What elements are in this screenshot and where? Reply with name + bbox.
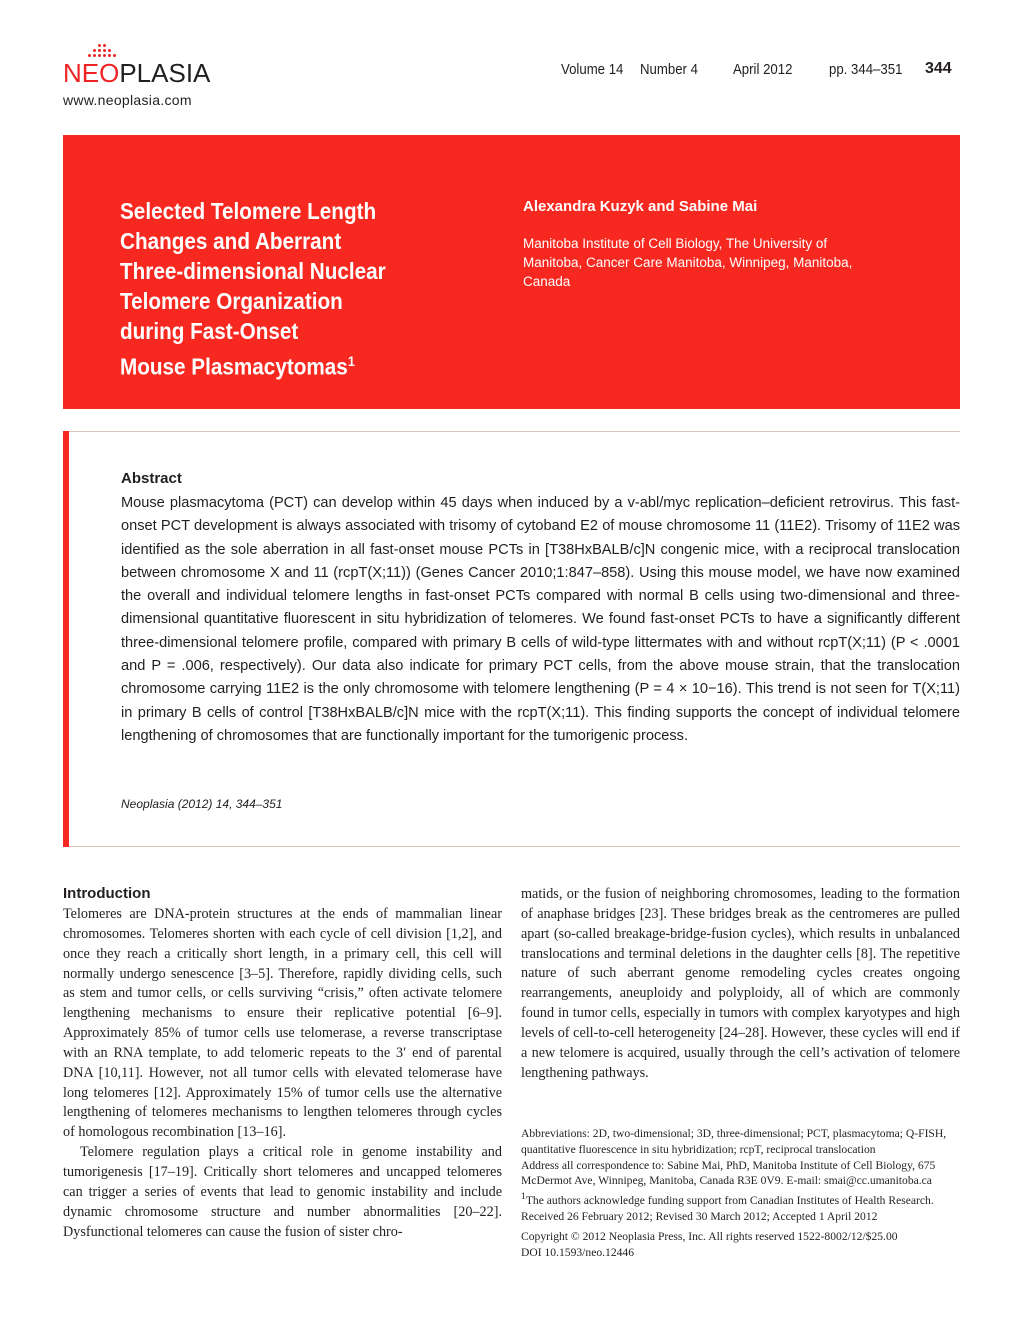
logo-dot [103,49,106,52]
page-range: pp. 344–351 [829,61,903,78]
title-line: Mouse Plasmacytomas$^1$ [120,353,355,380]
footnotes [521,1126,960,1225]
issue-date: April 2012 [733,61,793,78]
logo-dot [93,49,96,52]
abstract-divider-bottom [69,846,960,847]
abstract-heading: Abstract [121,470,182,487]
logo-dot [88,54,91,57]
logo-dot [113,54,116,57]
doi[interactable]: DOI 10.1593/neo.12446 [521,1245,635,1259]
abbreviations: Abbreviations: 2D, two-dimensional; 3D, three-dimensional; PCT, plasmacytoma; Q-FISH, quantitative fluorescence in situ hybridization; rcpT, reciprocal translocation [521,1127,947,1156]
title-line: during Fast-Onset [120,318,299,344]
paragraph: Telomere regulation plays a critical role in genome instability and tumorigenesis [17–19]. Critically short telomeres and uncapped telomeres can trigger a series of events that lead to genomic instability and include dynamic chromosome structure and number abnormalities [20–22]. Dysfunctional telomeres can cause the fusion of sister chro- [63,1144,502,1240]
journal-citation: Neoplasia (2012) 14, 344–351 [121,797,283,811]
introduction-heading: Introduction [63,885,151,902]
page-number: 344 [925,60,952,77]
paragraph: matids, or the fusion of neighboring chromosomes, leading to the formation of anaphase bridges [23]. These bridges break as the centromeres are pulled apart (so-called breakage-bridge-fusion cycles), which results in unbalanced translocations and terminal deletions in the daughter cells [8]. The repetitive nature of such aberrant genome remodeling cycles creates ongoing rearrangements, aneuploidy and polyploidy, all of which are commonly found in tumor cells, especially in tumors with complex karyotypes and high levels of cell-to-cell heterogeneity [24–28]. However, these cycles will end if a new telomere is acquired, usually through the cell’s activation of telomere lengthening pathways. [521,886,960,1081]
logo-dot [108,54,111,57]
received-dates: Received 26 February 2012; Revised 30 March 2012; Accepted 1 April 2012 [521,1209,878,1223]
copyright: Copyright © 2012 Neoplasia Press, Inc. All rights reserved 1522-8002/12/$25.00 [521,1230,898,1243]
title-line: Changes and Aberrant [120,228,342,254]
logo-dot [98,44,101,47]
title-line: Three-dimensional Nuclear [120,258,386,284]
logo-neo: NEO [63,58,120,88]
abstract-divider-top [69,431,960,432]
body-column-left [63,905,502,1242]
logo-dot [108,49,111,52]
volume: Volume 14 [561,61,624,78]
abstract-text: Mouse plasmacytoma (PCT) can develop within 45 days when induced by a v-abl/myc replication–deficient retrovirus. This fast-onset PCT development is always associated with trisomy of cytoband E2 of mouse chromosome 11 (11E2). Trisomy of 11E2 was identified as the sole aberration in all fast-onset mouse PCTs in [T38HxBALB/c]N congenic mice, with a reciprocal translocation between chromosome X and 11 (rcpT(X;11)) (Genes Cancer 2010;1:847–858). Using this mouse model, we have now examined the overall and individual telomere lengths in fast-onset PCTs compared with normal B cells using two-dimensional and three-dimensional quantitative fluorescent in situ hybridization of telomeres. We found fast-onset PCTs to have a significantly different three-dimensional telomere profile, compared with primary B cells of wild-type littermates with and without rcpT(X;11) (P < .0001 and P = .006, respectively). Our data also indicate for primary PCT cells, from the above mouse strain, that the translocation chromosome carrying 11E2 is the only chromosome with telomere lengthening (P = 4 × 10−16). This trend is not seen for T(X;11) in primary B cells of control [T38HxBALB/c]N mice with the rcpT(X;11). This finding supports the concept of individual telomere lengthening of chromosomes that are functionally important for the tumorigenic process. [121,495,960,744]
body-column-right [521,885,960,1083]
affiliation: Manitoba Institute of Cell Biology, The University of Manitoba, Cancer Care Manitoba, Winnipeg, Manitoba, Canada [523,236,853,289]
title-line: Selected Telomere Length [120,198,377,224]
title-footnote-mark: 1 [347,353,355,369]
logo-dot [93,54,96,57]
logo-dot [103,54,106,57]
logo-dot [98,54,101,57]
logo-dot [98,49,101,52]
issue-number: Number 4 [640,61,698,78]
title-line: Telomere Organization [120,288,343,314]
neoplasia-logo[interactable] [63,58,210,88]
paragraph: Telomeres are DNA-protein structures at the ends of mammalian linear chromosomes. Telomeres shorten with each cycle of cell division [1,2], and once they reach a critically short length, in a primary cell, this cell will normally undergo senescence [3–5]. Therefore, rapidly dividing cells, such as stem and tumor cells, or cells surviving “crisis,” often activate telomere lengthening mechanisms to ensure their replicative potential [6–9]. Approximately 85% of tumor cells use telomerase, a reverse transcriptase with an RNA template, to add telomeric repeats to the 3′ end of parental DNA [10,11]. However, not all tumor cells with elevated telomerase have long telomeres [12]. Approximately 15% of tumor cells use the alternative lengthening of telomeres mechanisms to lengthen telomeres through cycles of homologous recombination [13–16]. [63,906,502,1141]
funding-note: $^1$The authors acknowledge funding support from Canadian Institutes of Health Research. [521,1191,934,1208]
site-url[interactable]: www.neoplasia.com [63,92,192,108]
abstract-accent-bar [63,431,69,847]
correspondence: Address all correspondence to: Sabine Mai, PhD, Manitoba Institute of Cell Biology, 675 McDermot Ave, Winnipeg, Manitoba, Canada R3E 0V9. E-mail: smai@cc.umanitoba.ca [521,1158,936,1188]
copyright-block [521,1229,960,1261]
authors: Alexandra Kuzyk and Sabine Mai [523,198,758,215]
logo-plasia: PLASIA [119,58,211,88]
article-title [120,196,408,382]
logo-dot [103,44,106,47]
